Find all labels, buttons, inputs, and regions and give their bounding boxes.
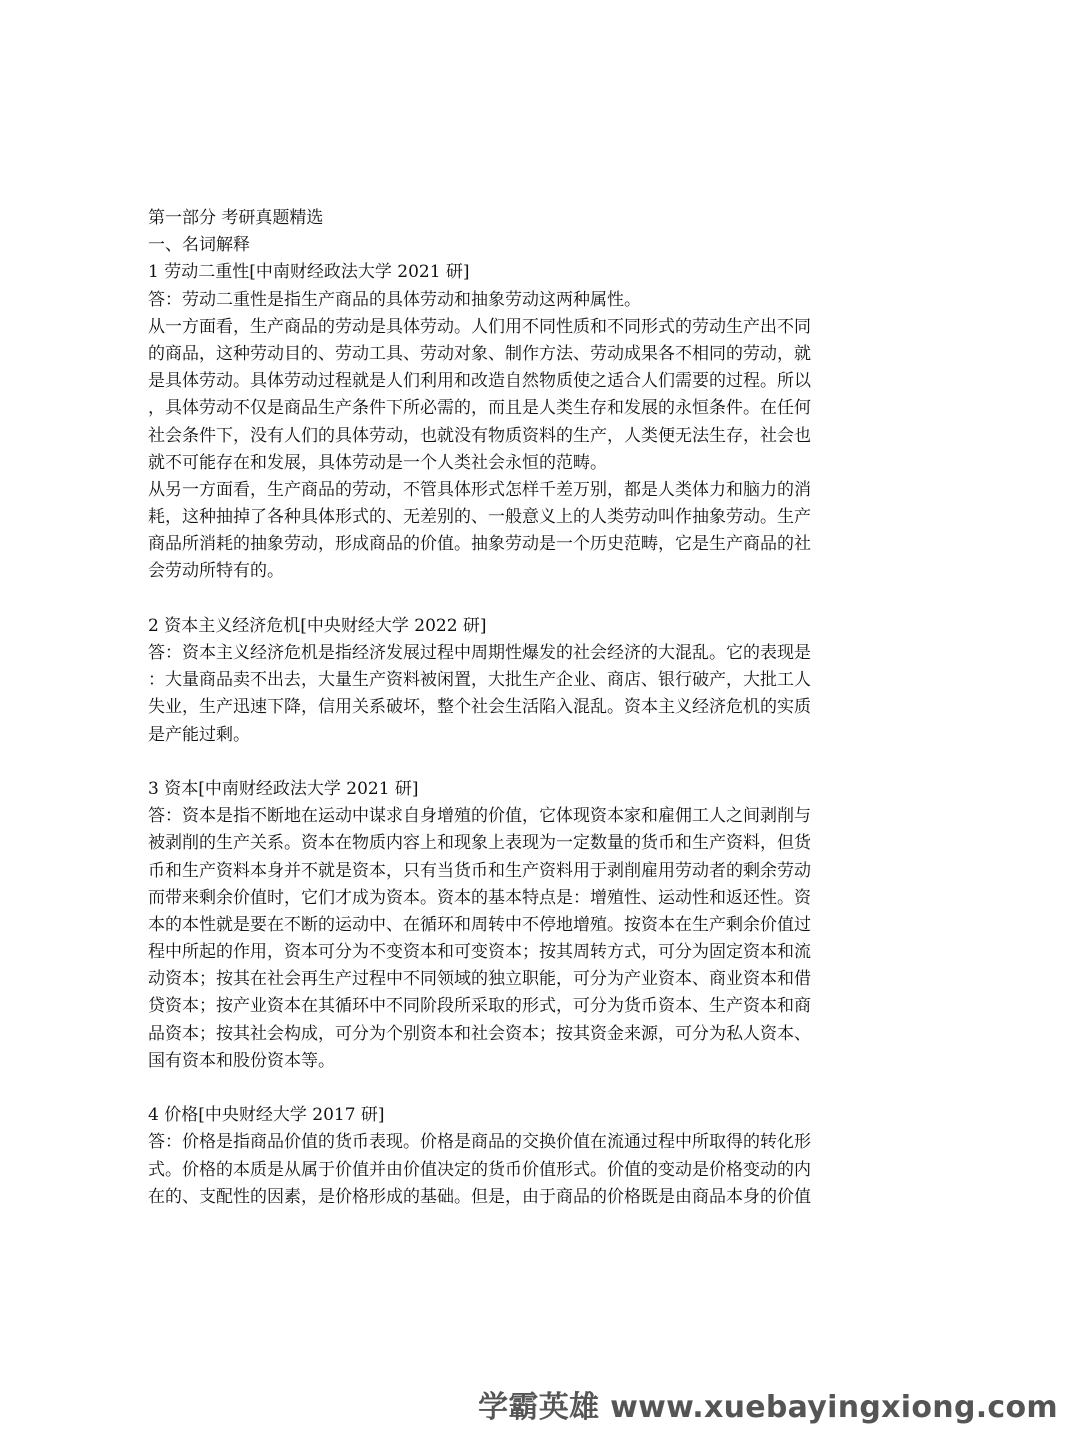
entry-text-line: 答：劳动二重性是指生产商品的具体劳动和抽象劳动这两种属性。	[148, 289, 641, 310]
entry-text-line: 社会条件下，没有人们的具体劳动，也就没有物质资料的生产，人类便无法生存，社会也	[148, 425, 811, 446]
entry	[148, 613, 938, 776]
entry-title: 4 价格[中央财经大学 2017 研]	[148, 1105, 385, 1126]
entry-text-line: ，具体劳动不仅是商品生产条件下所必需的，而且是人类生存和发展的永恒条件。在任何	[148, 398, 811, 419]
section-title: 一、名词解释	[148, 235, 250, 256]
entry-text-line: 而带来剩余价值时，它们才成为资本。资本的基本特点是：增殖性、运动性和返还性。资	[148, 887, 811, 908]
entry-text-line: 答：资本主义经济危机是指经济发展过程中周期性爆发的社会经济的大混乱。它的表现是	[148, 643, 811, 663]
entry-title: 1 劳动二重性[中南财经政法大学 2021 研]	[148, 262, 470, 283]
entry-text-line: 动资本；按其在社会再生产过程中不同领域的独立职能，可分为产业资本、商业资本和借	[148, 969, 811, 990]
entry-text-line: 式。价格的本质是从属于价值并由价值决定的货币价值形式。价值的变动是价格变动的内	[148, 1159, 811, 1180]
entry-text-line: 会劳动所特有的。	[148, 561, 284, 582]
entry-text-line: 本的本性就是要在不断的运动中、在循环和周转中不停地增殖。按资本在生产剩余价值过	[148, 914, 811, 935]
document-body	[148, 205, 938, 1211]
paragraph-gap	[148, 1075, 938, 1102]
entry-text-line: 是产能过剩。	[148, 724, 250, 745]
entry-text-line: 的商品，这种劳动目的、劳动工具、劳动对象、制作方法、劳动成果各不相同的劳动，就	[148, 343, 811, 364]
entry-text-line: 答：价格是指商品价值的货币表现。价格是商品的交换价值在流通过程中所取得的转化形	[148, 1132, 811, 1153]
paragraph-gap	[148, 749, 938, 776]
entry-text-line: ：大量商品卖不出去，大量生产资料被闲置，大批生产企业、商店、银行破产，大批工人	[148, 670, 811, 691]
entry-text-line: 从另一方面看，生产商品的劳动，不管具体形式怎样千差万别，都是人类体力和脑力的消	[148, 479, 811, 500]
entry	[148, 1102, 938, 1211]
entry-text-line: 被剥削的生产关系。资本在物质内容上和现象上表现为一定数量的货币和生产资料，但货	[148, 833, 811, 854]
entry-text-line: 币和生产资料本身并不就是资本，只有当货币和生产资料用于剥削雇用劳动者的剩余劳动	[148, 860, 811, 881]
entry-title: 3 资本[中南财经政法大学 2021 研]	[148, 778, 419, 799]
entry-text-line: 在的、支配性的因素，是价格形成的基础。但是，由于商品的价格既是由商品本身的价值	[148, 1186, 811, 1207]
entry-text-line: 是具体劳动。具体劳动过程就是人们利用和改造自然物质使之适合人们需要的过程。所以	[148, 371, 811, 392]
entry-text-line: 答：资本是指不断地在运动中谋求自身增殖的价值，它体现资本家和雇佣工人之间剥削与	[148, 806, 811, 827]
entry	[148, 776, 938, 1102]
entry-text-line: 就不可能存在和发展，具体劳动是一个人类社会永恒的范畴。	[148, 452, 607, 473]
paragraph-gap	[148, 586, 938, 613]
entry-text-line: 从一方面看，生产商品的劳动是具体劳动。人们用不同性质和不同形式的劳动生产出不同	[148, 316, 811, 337]
document-heading: 第一部分 考研真题精选	[148, 208, 324, 228]
entry-text-line: 耗，这种抽掉了各种具体形式的、无差别的、一般意义上的人类劳动叫作抽象劳动。生产	[148, 507, 811, 528]
entry-text-line: 失业，生产迅速下降，信用关系破坏，整个社会生活陷入混乱。资本主义经济危机的实质	[148, 697, 811, 718]
entries-list	[148, 259, 938, 1211]
watermark: 学霸英雄 www.xuebayingxiong.com	[478, 1390, 1058, 1425]
entry-text-line: 贷资本；按产业资本在其循环中不同阶段所采取的形式，可分为货币资本、生产资本和商	[148, 996, 811, 1017]
entry-text-line: 国有资本和股份资本等。	[148, 1050, 335, 1071]
entry-title: 2 资本主义经济危机[中央财经大学 2022 研]	[148, 615, 487, 636]
entry-text-line: 程中所起的作用，资本可分为不变资本和可变资本；按其周转方式，可分为固定资本和流	[148, 942, 811, 963]
entry-text-line: 商品所消耗的抽象劳动，形成商品的价值。抽象劳动是一个历史范畴，它是生产商品的社	[148, 534, 811, 555]
entry	[148, 259, 938, 612]
entry-text-line: 品资本；按其社会构成，可分为个别资本和社会资本；按其资金来源，可分为私人资本、	[148, 1023, 811, 1044]
